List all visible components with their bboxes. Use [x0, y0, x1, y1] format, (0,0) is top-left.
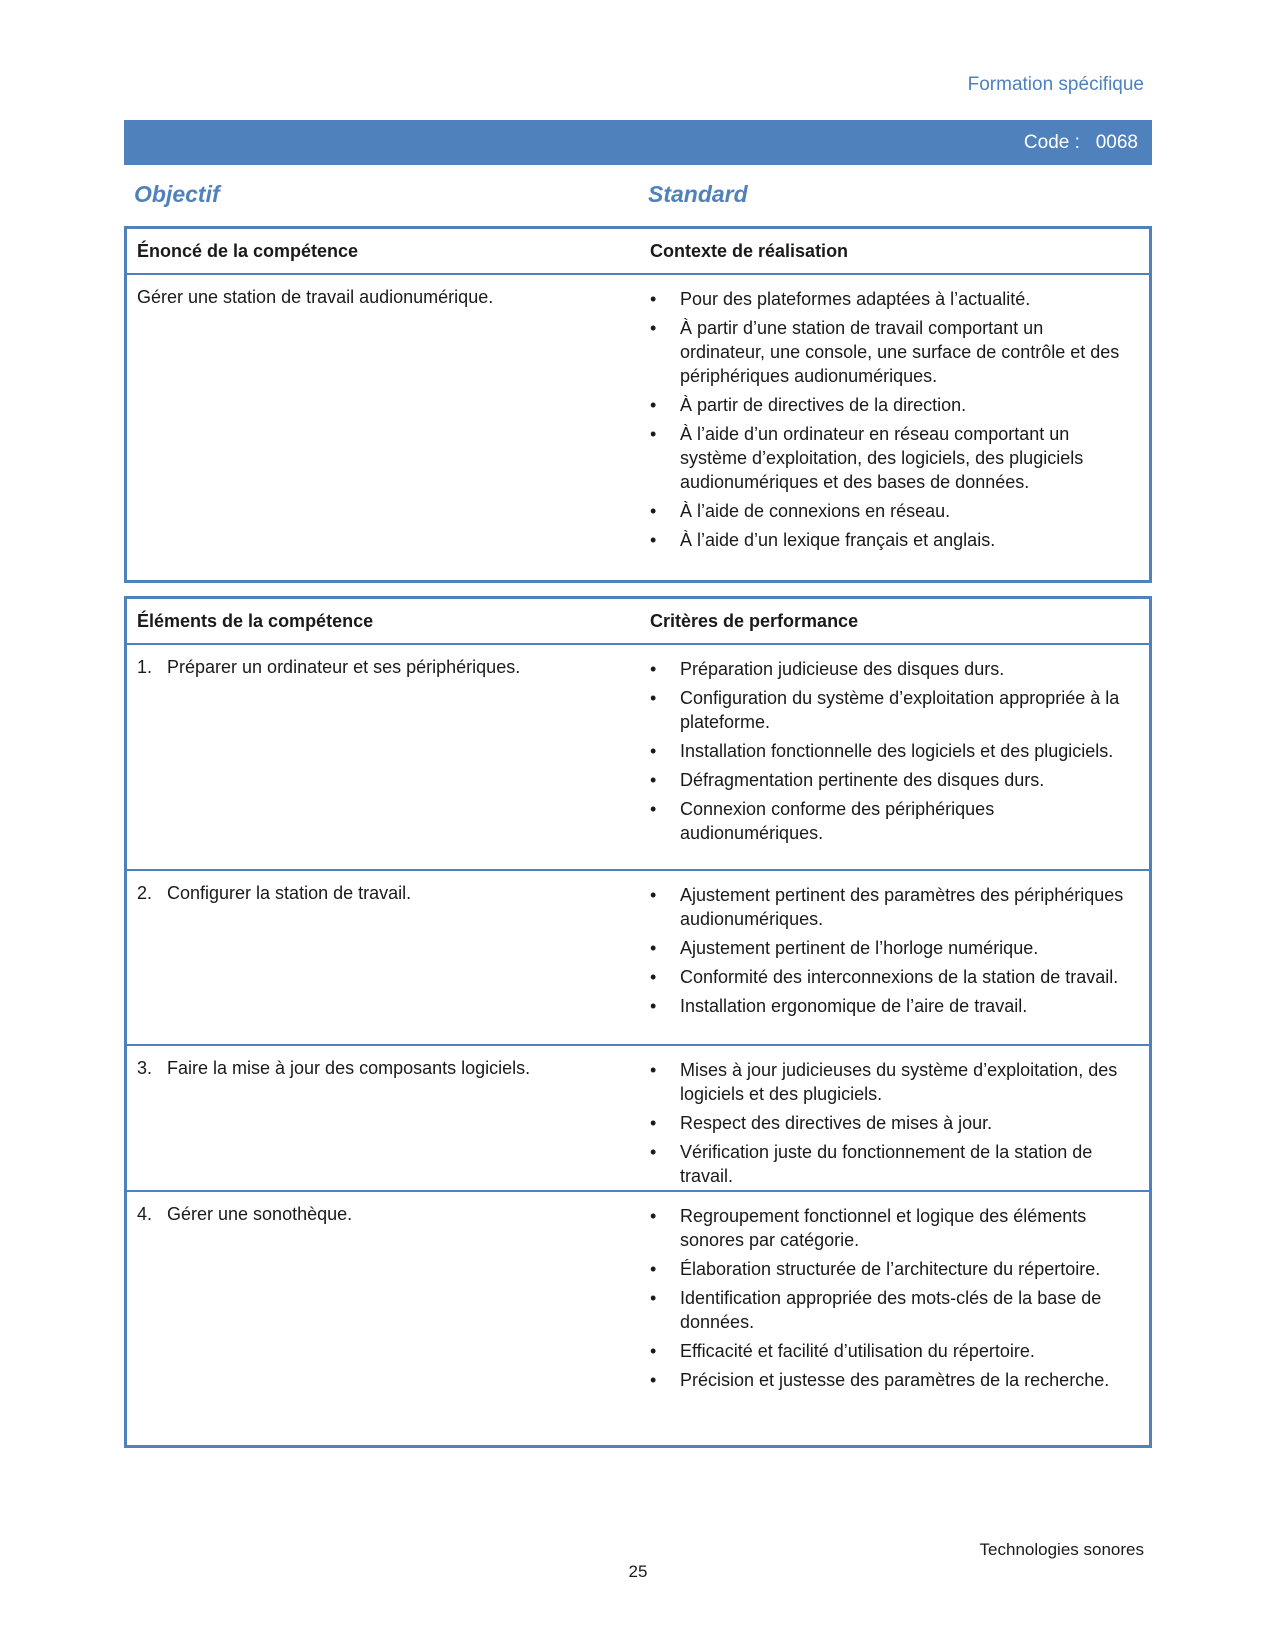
- list-item: • Installation fonctionnelle des logiciels et des plugiciels.: [650, 739, 1130, 763]
- list-item: • Efficacité et facilité d’utilisation du répertoire.: [650, 1339, 1130, 1363]
- criteres-header: Critères de performance: [650, 611, 859, 631]
- element-number: 4.: [137, 1204, 153, 1224]
- table-row: [127, 1192, 1149, 1444]
- table-row: [127, 645, 1149, 871]
- list-item: • À partir d’une station de travail comportant un ordinateur, une console, une surface de contrôle et des périphériques audionumériques.: [650, 316, 1130, 388]
- criteria-list: [650, 1058, 1130, 1193]
- criteria-list: [650, 883, 1130, 1023]
- section-labels: [134, 181, 1144, 211]
- element-text: [137, 657, 617, 678]
- table-row: [127, 871, 1149, 1046]
- list-item: • À l’aide d’un ordinateur en réseau comportant un système d’exploitation, des logiciels, des plugiciels audionumériques et des bases de données.: [650, 422, 1130, 494]
- list-item: • Connexion conforme des périphériques audionumériques.: [650, 797, 1130, 845]
- list-item: • Ajustement pertinent des paramètres des périphériques audionumériques.: [650, 883, 1130, 931]
- list-item: • Mises à jour judicieuses du système d’exploitation, des logiciels et des plugiciels.: [650, 1058, 1130, 1106]
- list-item: • Installation ergonomique de l’aire de travail.: [650, 994, 1130, 1018]
- list-item: • Défragmentation pertinente des disques durs.: [650, 768, 1130, 792]
- competence-statement: Gérer une station de travail audionumérique.: [137, 287, 494, 307]
- list-item: • Pour des plateformes adaptées à l’actualité.: [650, 287, 1130, 311]
- list-item: • À partir de directives de la direction.: [650, 393, 1130, 417]
- table-header-row: [127, 229, 1149, 275]
- enonce-header: Énoncé de la compétence: [137, 241, 359, 261]
- contexte-header: Contexte de réalisation: [650, 241, 849, 261]
- competency-code: Code : 0068: [1023, 132, 1138, 153]
- table-header-row: [127, 599, 1149, 645]
- list-item: • Conformité des interconnexions de la station de travail.: [650, 965, 1130, 989]
- page-number: 25: [628, 1562, 648, 1581]
- list-item: • Élaboration structurée de l’architecture du répertoire.: [650, 1257, 1130, 1281]
- performance-criteria-table: [124, 596, 1152, 1448]
- context-list: [650, 287, 1130, 557]
- code-bar: [124, 120, 1152, 165]
- list-item: • Ajustement pertinent de l’horloge numérique.: [650, 936, 1130, 960]
- element-text: [137, 1204, 617, 1225]
- footer-program: Technologies sonores: [979, 1540, 1144, 1559]
- criteria-list: [650, 1204, 1130, 1397]
- list-item: • Identification appropriée des mots-clés de la base de données.: [650, 1286, 1130, 1334]
- element-label: Configurer la station de travail.: [167, 883, 412, 903]
- list-item: • Précision et justesse des paramètres de la recherche.: [650, 1368, 1130, 1392]
- element-number: 2.: [137, 883, 153, 903]
- element-number: 3.: [137, 1058, 153, 1078]
- competence-statement-table: [124, 226, 1152, 583]
- list-item: • Vérification juste du fonctionnement de la station de travail.: [650, 1140, 1130, 1188]
- elements-header: Éléments de la compétence: [137, 611, 374, 631]
- standard-label: Standard: [648, 181, 748, 207]
- table-row: [127, 1046, 1149, 1192]
- list-item: • Regroupement fonctionnel et logique des éléments sonores par catégorie.: [650, 1204, 1130, 1252]
- element-number: 1.: [137, 657, 153, 677]
- element-label: Préparer un ordinateur et ses périphériques.: [167, 657, 521, 677]
- list-item: • Respect des directives de mises à jour.: [650, 1111, 1130, 1135]
- list-item: • Configuration du système d’exploitation appropriée à la plateforme.: [650, 686, 1130, 734]
- objectif-label: Objectif: [134, 181, 220, 207]
- element-text: [137, 883, 617, 904]
- criteria-list: [650, 657, 1130, 850]
- list-item: • Préparation judicieuse des disques durs.: [650, 657, 1130, 681]
- list-item: • À l’aide d’un lexique français et anglais.: [650, 528, 1130, 552]
- element-text: [137, 1058, 617, 1079]
- element-label: Faire la mise à jour des composants logiciels.: [167, 1058, 531, 1078]
- page-header-title: Formation spécifique: [967, 74, 1144, 95]
- competence-row: [127, 275, 1149, 581]
- element-label: Gérer une sonothèque.: [167, 1204, 353, 1224]
- list-item: • À l’aide de connexions en réseau.: [650, 499, 1130, 523]
